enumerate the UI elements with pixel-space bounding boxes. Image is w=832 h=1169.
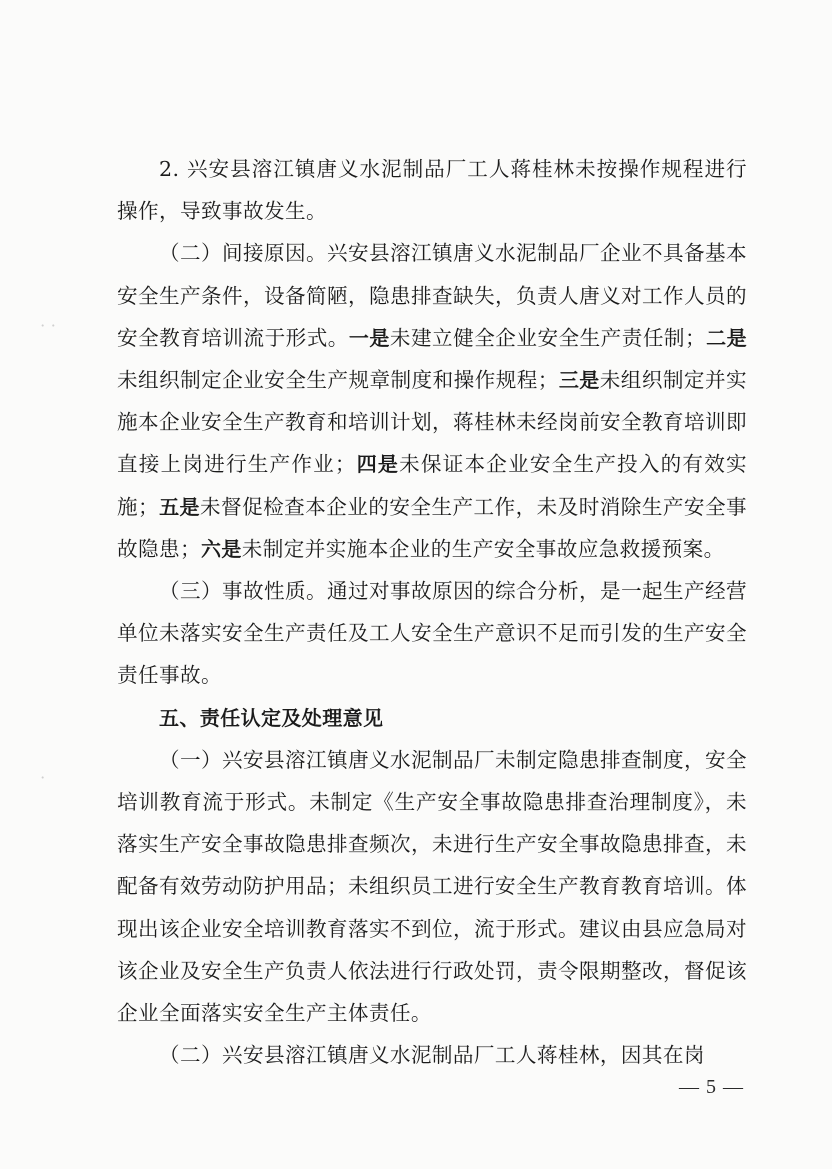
point-2-text: 未组织制定企业安全生产规章制度和操作规程；	[117, 368, 559, 393]
point-6-marker: 六是	[200, 536, 242, 561]
point-2-marker: 二是	[706, 325, 747, 350]
point-4-marker: 四是	[355, 452, 400, 477]
point-1-marker: 一是	[348, 325, 390, 350]
point-4-text: 未保证本企业安全生产投入的有效实施；	[117, 452, 747, 519]
paragraph-direct-cause-2: 2. 兴安县溶江镇唐义水泥制品厂工人蒋桂林未按操作规程进行操作，导致事故发生。	[117, 157, 747, 224]
paragraph-responsibility-2: （二）兴安县溶江镇唐义水泥制品厂工人蒋桂林，因其在岗	[159, 1043, 705, 1068]
point-1-text: 未建立健全企业安全生产责任制；	[389, 325, 707, 350]
paragraph-responsibility-1: （一）兴安县溶江镇唐义水泥制品厂未制定隐患排查制度，安全培训教育流于形式。未制定《生产安全事故隐患排查治理制度》，未落实生产安全事故隐患排查频次，未进行生产安全事故隐患排查，未配备有效劳动防护用品；未组织员工进行安全生产教育教育培训。体现出该企业安全培训教育落实不到位，流于形式。建议由县应急局对该企业及安全生产负责人依法进行行政处罚，责令限期整改，督促该企业全面落实安全生产主体责任。	[117, 747, 747, 1026]
indirect-cause-lead: （二）间接原因。兴安县溶江镇唐义水泥制品厂企业不具备基本安全生产条件，设备简陋，隐患排查缺失，负责人唐义对工作人员的安全教育培训流于形式。	[117, 241, 747, 350]
point-5-text: 未督促检查本企业的安全生产工作，未及时消除生产安全事故隐患；	[117, 494, 747, 561]
bleed-mark: ⋅ ⋅	[40, 316, 57, 335]
bleed-mark: ⋅	[40, 768, 46, 787]
point-5-marker: 五是	[159, 494, 200, 519]
point-3-marker: 三是	[558, 368, 600, 393]
point-6-text: 未制定并实施本企业的生产安全事故应急救援预案。	[241, 536, 725, 561]
document-body	[117, 148, 747, 1076]
paragraph-accident-nature: （三）事故性质。通过对事故原因的综合分析，是一起生产经营单位未落实安全生产责任及工人安全生产意识不足而引发的生产安全责任事故。	[117, 579, 747, 688]
section-heading: 五、责任认定及处理意见	[159, 705, 384, 730]
page-number: — 5 —	[679, 1076, 744, 1098]
point-3-text: 未组织制定并实施本企业安全生产教育和培训计划，蒋桂林未经岗前安全教育培训即直接上岗进行生产作业；	[117, 368, 747, 477]
paragraph-indirect-cause	[117, 232, 747, 570]
